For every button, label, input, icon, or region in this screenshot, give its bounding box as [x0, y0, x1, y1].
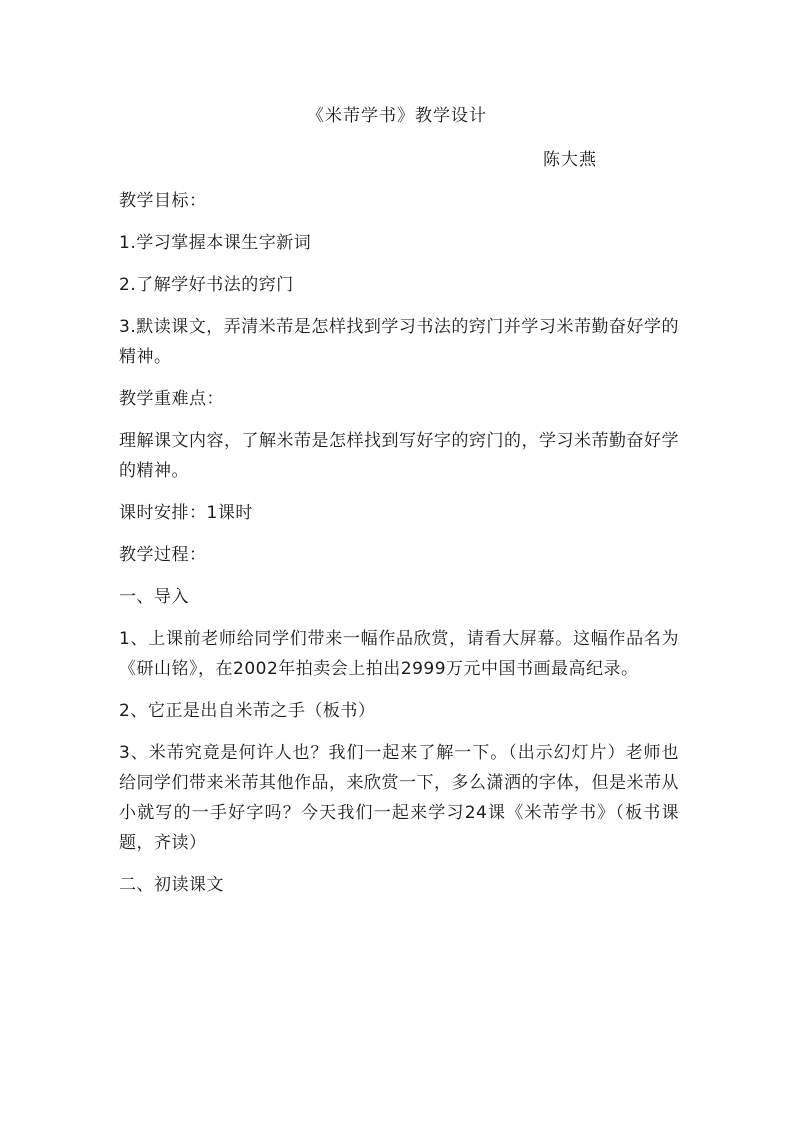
heading-key-points: 教学重难点：: [119, 389, 224, 409]
section-intro: 一、导入: [119, 587, 189, 607]
intro-step-3: 3、米芾究竟是何许人也？我们一起来了解一下。（出示幻灯片）老师也给同学们带来米芾其他作品，来欣赏一下，多么潇洒的字体，但是米芾从小就写的一手好字吗？今天我们一起来学习24课《米芾学书》（板书课题，齐读）: [119, 743, 679, 853]
section-first-reading: 二、初读课文: [119, 875, 224, 895]
objective-3: 3.默读课文，弄清米芾是怎样找到学习书法的窍门并学习米芾勤奋好学的精神。: [119, 317, 679, 367]
intro-step-2: 2、它正是出自米芾之手（板书）: [119, 701, 376, 721]
class-hours: 课时安排：1课时: [119, 503, 253, 523]
document-author: 陈大燕: [543, 150, 597, 170]
intro-step-1: 1、上课前老师给同学们带来一幅作品欣赏，请看大屏幕。这幅作品名为《研山铭》，在2002年拍卖会上拍出2999万元中国书画最高纪录。: [119, 629, 679, 679]
heading-process: 教学过程：: [119, 545, 207, 565]
document-title: 《米芾学书》教学设计: [307, 106, 487, 126]
document-body: [119, 186, 679, 912]
heading-objectives: 教学目标：: [119, 191, 207, 211]
key-points-text: 理解课文内容，了解米芾是怎样找到写好字的窍门的，学习米芾勤奋好学的精神。: [119, 431, 679, 481]
objective-1: 1.学习掌握本课生字新词: [119, 233, 312, 253]
objective-2: 2.了解学好书法的窍门: [119, 275, 294, 295]
